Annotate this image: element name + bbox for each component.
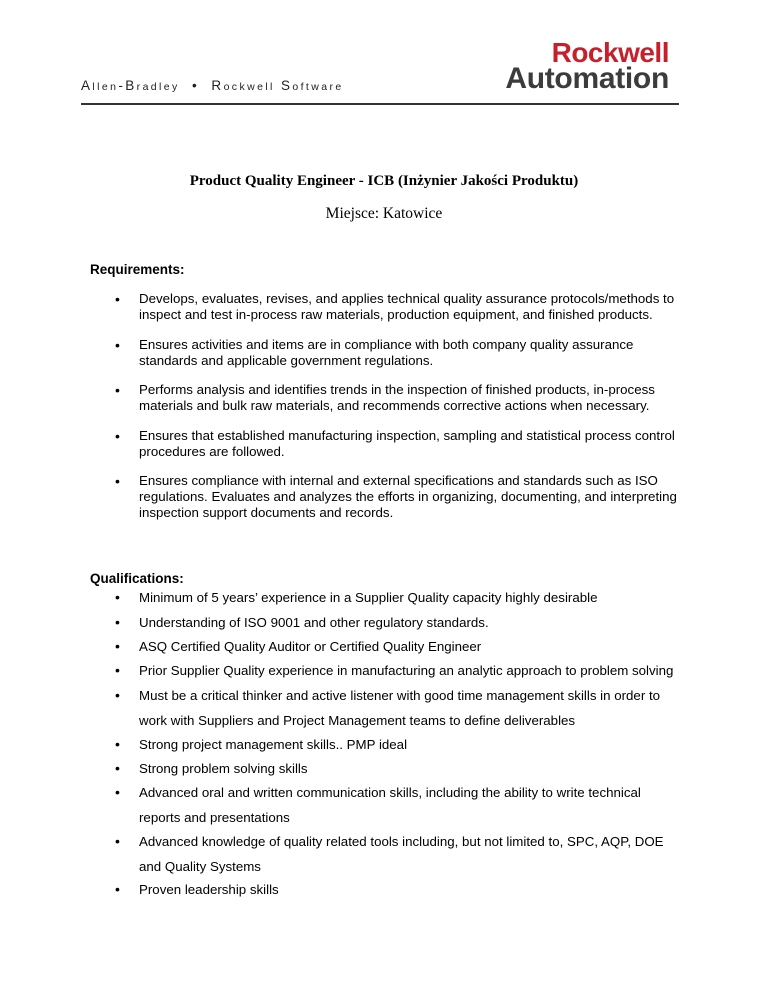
list-item: • Understanding of ISO 9001 and other regulatory standards. — [139, 610, 679, 635]
list-item: • Develops, evaluates, revises, and applies technical quality assurance protocols/methods to inspect and test in-process raw materials, production equipment, and finished products. — [139, 291, 679, 323]
list-item: • Prior Supplier Quality experience in manufacturing an analytic approach to problem solving — [139, 658, 679, 683]
document-header — [81, 38, 679, 104]
list-item: • Advanced knowledge of quality related tools including, but not limited to, SPC, AQP, DOE and Quality Systems — [139, 829, 679, 879]
list-item: • Must be a critical thinker and active listener with good time management skills in order to work with Suppliers and Project Management teams to define deliverables — [139, 683, 679, 733]
list-item: • Ensures activities and items are in compliance with both company quality assurance standards and applicable government regulations. — [139, 337, 679, 369]
requirements-heading: Requirements: — [90, 262, 185, 277]
list-item: • Strong project management skills.. PMP ideal — [139, 732, 679, 757]
logo-automation: Automation — [505, 62, 669, 95]
list-item: • Performs analysis and identifies trends in the inspection of finished products, in-process materials and bulk raw materials, and recommends corrective actions when necessary. — [139, 382, 679, 414]
company-logo — [505, 37, 669, 95]
brand-tagline: Allen-Bradley • Rockwell Software — [81, 78, 344, 93]
logo-rockwell: Rockwell — [551, 37, 669, 68]
job-location: Miejsce: Katowice — [325, 205, 443, 222]
list-item: • Ensures compliance with internal and external specifications and standards such as ISO regulations. Evaluates and analyzes the efforts in organizing, documenting, and interpreting inspection support documents and records. — [139, 473, 679, 521]
list-item: • Proven leadership skills — [139, 877, 679, 902]
list-item: • Strong problem solving skills — [139, 756, 679, 781]
list-item: • ASQ Certified Quality Auditor or Certified Quality Engineer — [139, 634, 679, 659]
list-item: • Ensures that established manufacturing inspection, sampling and statistical process control procedures are followed. — [139, 428, 679, 460]
job-title: Product Quality Engineer - ICB (Inżynier Jakości Produktu) — [189, 173, 579, 189]
list-item: • Advanced oral and written communication skills, including the ability to write technical reports and presentations — [139, 780, 679, 830]
list-item: • Minimum of 5 years’ experience in a Supplier Quality capacity highly desirable — [139, 585, 679, 610]
header-divider — [81, 103, 679, 105]
qualifications-heading: Qualifications: — [90, 571, 184, 586]
